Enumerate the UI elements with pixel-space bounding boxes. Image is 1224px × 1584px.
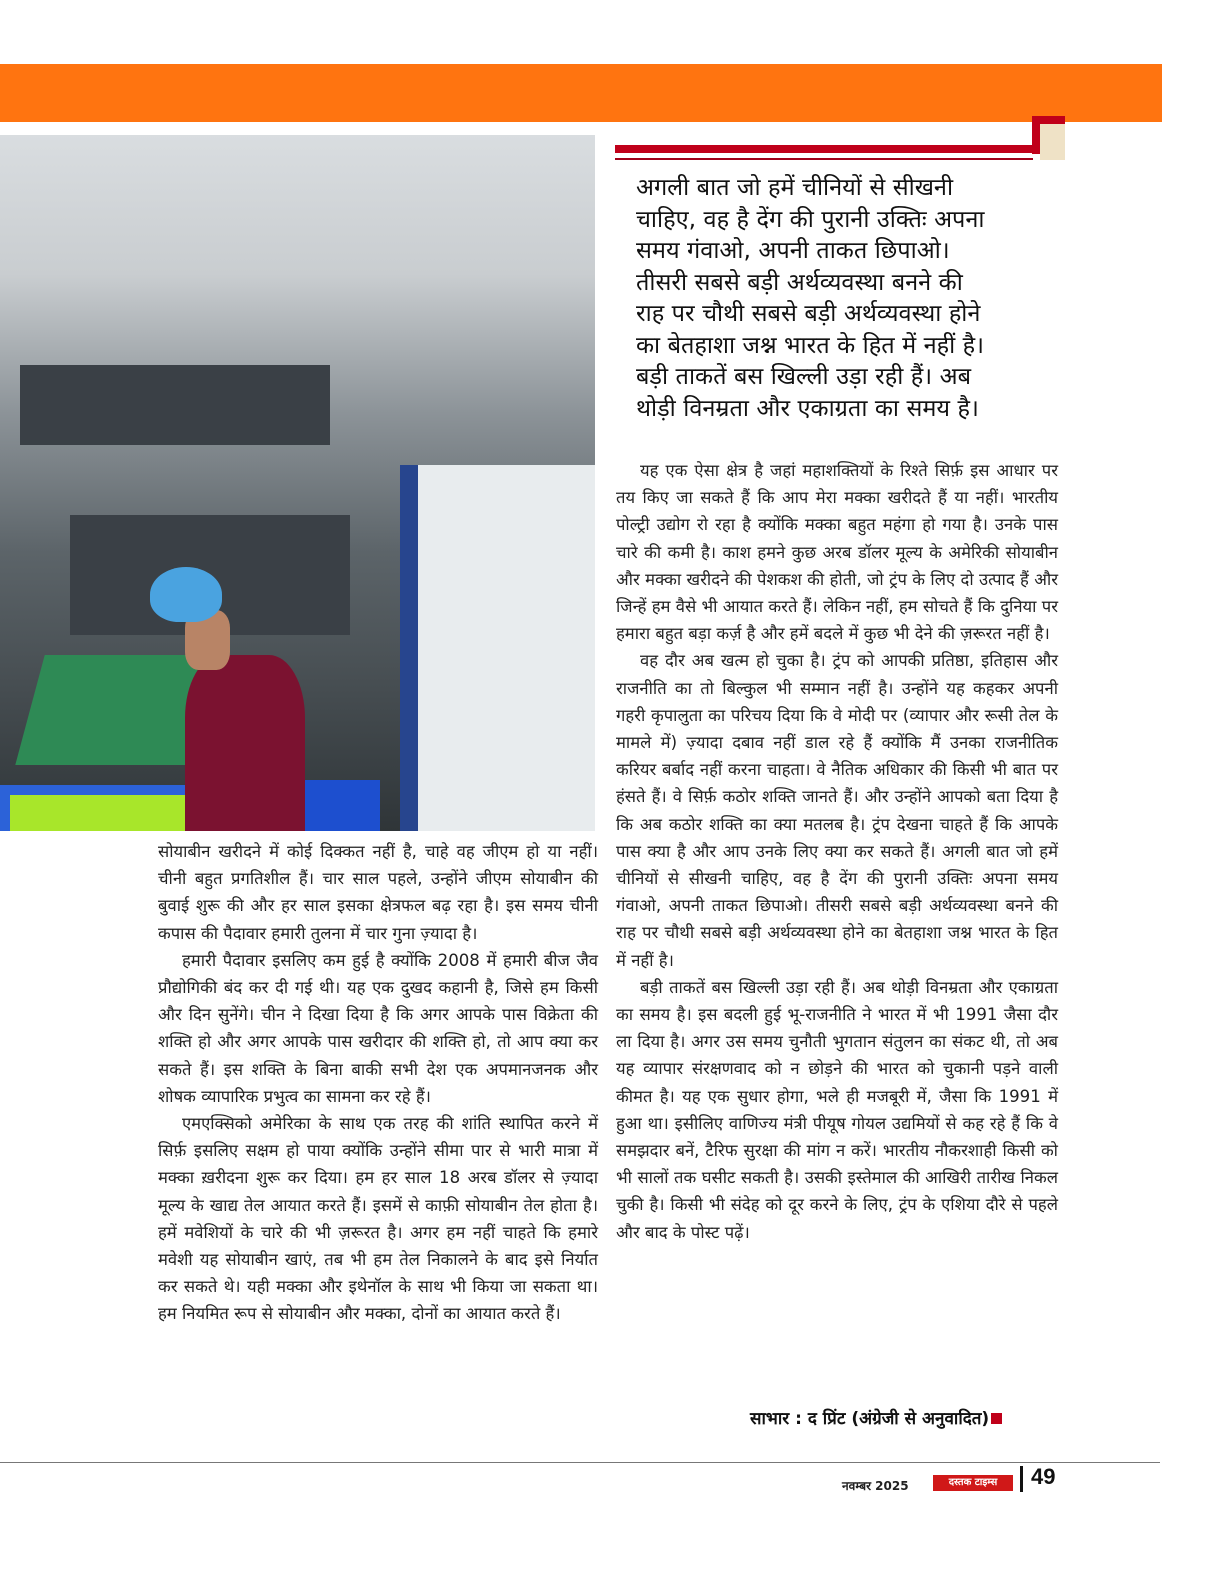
corner-decoration	[1032, 116, 1040, 154]
pull-quote-line: का बेतहाशा जश्न भारत के हित में नहीं है।	[636, 330, 985, 359]
quote-rule-thin	[615, 158, 1033, 160]
pull-quote-line: चाहिए, वह है देंग की पुरानी उक्तिः अपना	[636, 204, 985, 233]
article-credit	[750, 1406, 1002, 1429]
photo-window	[20, 365, 330, 445]
paragraph: बड़ी ताकतें बस खिल्ली उड़ा रही हैं। अब थोड़ी विनम्रता और एकाग्रता का समय है। इस बदली हुई भू-राजनीति ने भारत में भी 1991 जैसा दौर ला दिया है। अगर उस समय चुनौती भुगतान संतुलन का संकट थी, तो अब यह व्यापार संरक्षणवाद को न छोड़ने की भारत को चुकानी पड़ने वाली कीमत है। यह एक सुधार होगा, भले ही मजबूरी में, जैसा कि 1991 में हुआ था। इसीलिए वाणिज्य मंत्री पीयूष गोयल उद्यमियों से कह रहे हैं कि वे समझदार बनें, टैरिफ सुरक्षा की मांग न करें। भारतीय नौकरशाही किसी को भी सालों तक घसीट सकती है। उसकी इस्तेमाल की आखिरी तारीख निकल चुकी है। किसी भी संदेह को दूर करने के लिए, ट्रंप के एशिया दौरे से पहले और बाद के पोस्ट पढ़ें।	[616, 977, 1058, 1242]
footer-divider	[1020, 1466, 1023, 1492]
photo-worker-cap	[150, 567, 222, 622]
footer-rule	[0, 1462, 1160, 1463]
paragraph: यह एक ऐसा क्षेत्र है जहां महाशक्तियों के रिश्ते सिर्फ़ इस आधार पर तय किए जा सकते हैं कि आप मेरा मक्का खरीदते हैं या नहीं। भारतीय पोल्ट्री उद्योग रो रहा है क्योंकि मक्का बहुत महंगा हो गया है। उनके पास चारे की कमी है। काश हमने कुछ अरब डॉलर मूल्य के अमेरिकी सोयाबीन और मक्का खरीदने की पेशकश की होती, जो ट्रंप के लिए दो उत्पाद हैं और जिन्हें हम वैसे भी आयात करते हैं। लेकिन नहीं, हम सोचते हैं कि दुनिया पर हमारा बहुत बड़ा कर्ज़ है और हमें बदले में कुछ भी देने की ज़रूरत नहीं है।	[616, 461, 1058, 644]
photo-worker	[185, 655, 305, 831]
corner-decoration	[1040, 124, 1065, 160]
quote-rule	[615, 145, 1033, 153]
paragraph: हमारी पैदावार इसलिए कम हुई है क्योंकि 2008 में हमारी बीज जैव प्रौद्योगिकी बंद कर दी गई थी। यह एक दुखद कहानी है, जिसे हम किसी और दिन सुनेंगे। चीन ने दिखा दिया है कि अगर आपके पास विक्रेता की शक्ति हो और अगर आपके पास खरीदार की शक्ति हो, तो आप क्या कर सकते हैं। इस शक्ति के बिना बाकी सभी देश एक अपमानजनक और शोषक व्यापारिक प्रभुत्व का सामना कर रहे हैं।	[158, 950, 598, 1106]
right-column	[616, 457, 1058, 1246]
pull-quote-line: थोड़ी विनम्रता और एकाग्रता का समय है।	[636, 393, 979, 422]
end-mark-icon	[991, 1413, 1002, 1424]
pull-quote-line: राह पर चौथी सबसे बड़ी अर्थव्यवस्था होने	[636, 299, 981, 327]
header-color-band	[0, 64, 1162, 122]
factory-worker-photo	[0, 135, 595, 831]
paragraph: एमएक्सिको अमेरिका के साथ एक तरह की शांति स्थापित करने में सिर्फ़ इसलिए सक्षम हो पाया क्योंकि उन्होंने सीमा पार से भारी मात्रा में मक्का ख़रीदना शुरू कर दिया। हम हर साल 18 अरब डॉलर से ज़्यादा मूल्य के खाद्य तेल आयात करते हैं। इसमें से काफ़ी सोयाबीन तेल होता है। हमें मवेशियों के चारे की भी ज़रूरत है। अगर हम नहीं चाहते कि हमारे मवेशी यह सोयाबीन खाएं, तब भी हम तेल निकालने के बाद इसे निर्यात कर सकते थे। यही मक्का और इथेनॉल के साथ भी किया जा सकता था। हम नियमित रूप से सोयाबीन और मक्का, दोनों का आयात करते हैं।	[158, 1114, 598, 1324]
left-column	[158, 838, 598, 1328]
pull-quote-line: समय गंवाओ, अपनी ताकत छिपाओ।	[636, 236, 950, 264]
pull-quote-line: बड़ी ताकतें बस खिल्ली उड़ा रही हैं। अब	[636, 362, 971, 390]
photo-machine	[400, 465, 595, 831]
paragraph: वह दौर अब खत्म हो चुका है। ट्रंप को आपकी प्रतिष्ठा, इतिहास और राजनीति का तो बिल्कुल भी सम्मान नहीं है। उन्होंने यह कहकर अपनी गहरी कृपालुता का परिचय दिया कि वे मोदी पर (व्यापार और रूसी तेल के मामले में) ज़्यादा दबाव नहीं डाल रहे हैं क्योंकि मैं उनका राजनीतिक करियर बर्बाद नहीं करना चाहता। वे नैतिक अधिकार की किसी भी बात पर हंसते हैं। वे सिर्फ़ कठोर शक्ति जानते हैं। और उन्होंने आपको बता दिया है कि अब कठोर शक्ति का क्या मतलब है। ट्रंप देखना चाहते हैं कि आपके पास क्या है और आप उनके लिए क्या कर सकते हैं। अगली बात जो हमें चीनियों से सीखनी चाहिए, वह है देंग की पुरानी उक्तिः अपना समय गंवाओ, अपनी ताकत छिपाओ। तीसरी सबसे बड़ी अर्थव्यवस्था बनने की राह पर चौथी सबसे बड़ी अर्थव्यवस्था होने का बेतहाशा जश्न भारत के हित में नहीं है।	[616, 651, 1058, 970]
pull-quote-line: तीसरी सबसे बड़ी अर्थव्यवस्था बनने की	[636, 267, 963, 296]
pull-quote-line: अगली बात जो हमें चीनियों से सीखनी	[636, 173, 954, 201]
paragraph: सोयाबीन खरीदने में कोई दिक्कत नहीं है, चाहे वह जीएम हो या नहीं। चीनी बहुत प्रगतिशील हैं। चार साल पहले, उन्होंने जीएम सोयाबीन की बुवाई शुरू की और हर साल इसका क्षेत्रफल बढ़ रहा है। इस समय चीनी कपास की पैदावार हमारी तुलना में चार गुना ज़्यादा है।	[158, 842, 598, 943]
photo-basket	[10, 795, 190, 831]
credit-text: साभार : द प्रिंट (अंग्रेजी से अनुवादित)	[750, 1409, 990, 1429]
page-number: 49	[1031, 1464, 1056, 1489]
issue-month: नवम्बर 2025	[842, 1479, 909, 1493]
pull-quote	[636, 172, 1056, 424]
magazine-logo: दस्तक टाइम्स	[933, 1475, 1013, 1491]
